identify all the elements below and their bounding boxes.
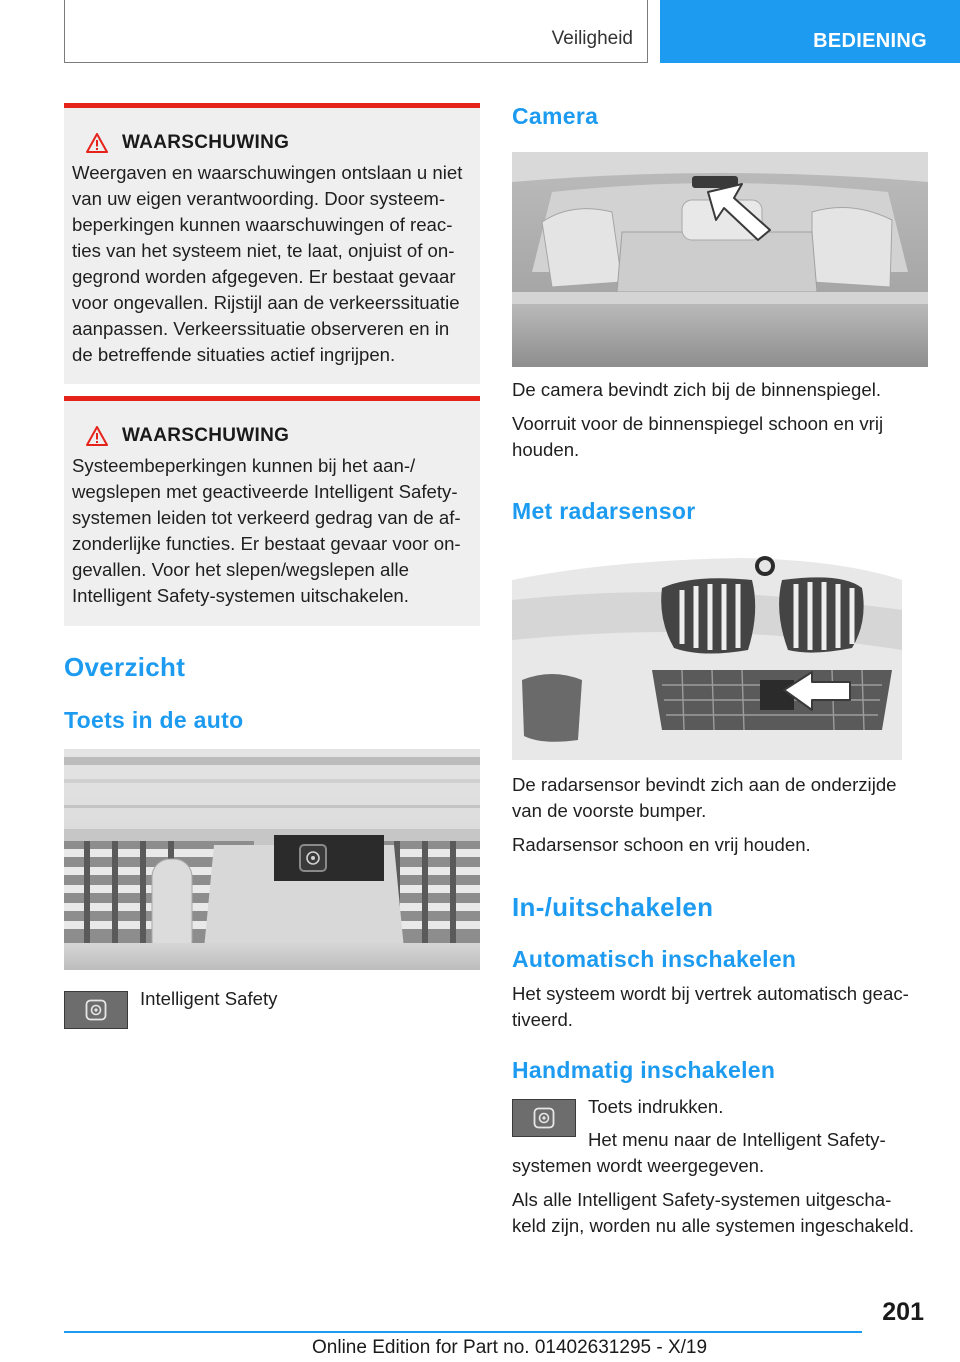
warning-box-2 <box>64 396 480 626</box>
warning-title-2: WAARSCHUWING <box>122 425 290 446</box>
camera-text <box>512 377 928 463</box>
auto-switch-heading: Automatisch inschakelen <box>512 946 797 972</box>
intelligent-safety-label: Intelligent Safety <box>140 988 278 1009</box>
page-number: 201 <box>882 1298 924 1326</box>
header-chapter-tab[interactable] <box>660 0 960 63</box>
overview-heading: Overzicht <box>64 652 186 682</box>
header-section-label: Veiligheid <box>551 28 633 49</box>
text-line: Intelligent Safety-systemen uitschakelen. <box>72 585 409 606</box>
overview-subheading: Toets in de auto <box>64 707 244 733</box>
intelligent-safety-icon <box>85 999 107 1021</box>
text-line: De camera bevindt zich bij de binnenspiegel. <box>512 379 881 400</box>
text-line: systemen wordt weergegeven. <box>512 1155 765 1176</box>
warning-heading-1 <box>86 132 472 154</box>
footer-divider <box>64 1331 862 1333</box>
camera-location-illustration <box>512 152 928 367</box>
text-line: De radarsensor bevindt zich aan de onderzijde <box>512 774 897 795</box>
text-line: beperkingen kunnen waarschuwingen of reac‐ <box>72 214 453 235</box>
switching-heading: In-/uitschakelen <box>512 892 714 922</box>
text-line: van de voorste bumper. <box>512 800 707 821</box>
text-line: voor ongevallen. Rijstijl aan de verkeerssituatie <box>72 292 460 313</box>
auto-switch-text <box>512 981 932 1033</box>
intelligent-safety-button-icon <box>64 991 128 1029</box>
radar-heading: Met radarsensor <box>512 498 696 524</box>
text-line: wegslepen met geactiveerde Intelligent Safety- <box>72 481 458 502</box>
warning-text-2 <box>72 453 472 609</box>
text-line: Radarsensor schoon en vrij houden. <box>512 834 811 855</box>
text-line: van uw eigen verantwoording. Door systeem‐ <box>72 188 446 209</box>
warning-heading-2 <box>86 425 472 447</box>
text-line: gegrond worden afgegeven. Er bestaat gevaar <box>72 266 456 287</box>
text-line: systemen leiden tot verkeerd gedrag van de af‐ <box>72 507 461 528</box>
text-line: Het systeem wordt bij vertrek automatisch geac‐ <box>512 983 909 1004</box>
text-line: ties van het systeem niet, te laat, onjuist of on‐ <box>72 240 455 261</box>
text-line: gevallen. Voor het slepen/wegslepen alle <box>72 559 409 580</box>
text-line: Voorruit voor de binnenspiegel schoon en vrij <box>512 413 884 434</box>
camera-heading: Camera <box>512 103 599 129</box>
text-line: houden. <box>512 439 580 460</box>
warning-triangle-icon <box>86 426 108 446</box>
warning-box-1 <box>64 103 480 384</box>
text-line: aanpassen. Verkeerssituatie observeren en in <box>72 318 450 339</box>
manual-step-2: Het menu naar de Intelligent Safety- <box>588 1129 886 1150</box>
warning-triangle-icon <box>86 133 108 153</box>
text-line: Weergaven en waarschuwingen ontslaan u niet <box>72 162 463 183</box>
text-line: Als alle Intelligent Safety-systemen uitgescha‐ <box>512 1189 892 1210</box>
manual-switch-text <box>512 1153 932 1239</box>
warning-text-1 <box>72 160 472 368</box>
manual-step-1: Toets indrukken. <box>588 1096 724 1117</box>
text-line: de betreffende situaties actief ingrijpen. <box>72 344 396 365</box>
header-section-box <box>64 0 648 63</box>
warning-title-1: WAARSCHUWING <box>122 132 290 153</box>
text-line: zonderlijke functies. Er bestaat gevaar voor on‐ <box>72 533 461 554</box>
text-line: keld zijn, worden nu alle systemen ingeschakeld. <box>512 1215 915 1236</box>
dashboard-button-illustration <box>64 749 480 970</box>
radar-text <box>512 772 928 858</box>
header-chapter-label: BEDIENING <box>813 30 927 52</box>
manual-switch-heading: Handmatig inschakelen <box>512 1057 776 1083</box>
intelligent-safety-icon <box>533 1107 555 1129</box>
text-line: tiveerd. <box>512 1009 573 1030</box>
footer-edition: Online Edition for Part no. 01402631295 - X/19 <box>312 1337 708 1358</box>
intelligent-safety-button-icon-2 <box>512 1099 576 1137</box>
text-line: Systeembeperkingen kunnen bij het aan-/ <box>72 455 416 476</box>
radar-sensor-illustration <box>512 540 902 760</box>
